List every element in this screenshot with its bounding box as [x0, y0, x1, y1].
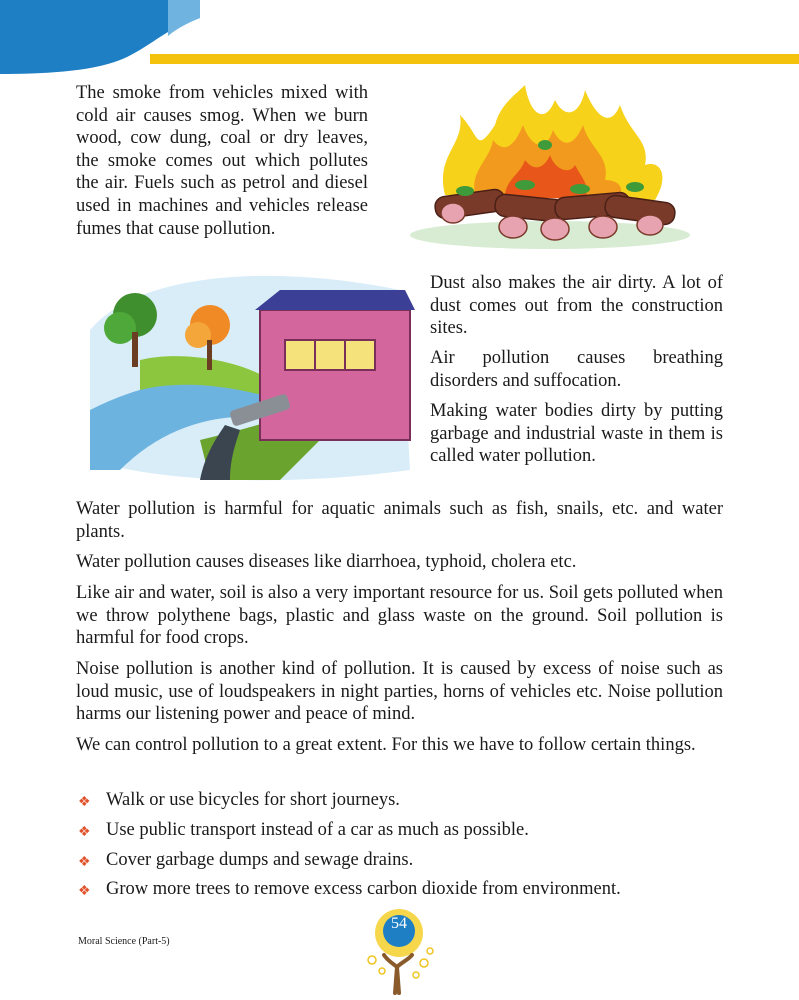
paragraph-aquatic: Water pollution is harmful for aquatic animals such as fish, snails, etc. and water plants.: [76, 499, 723, 542]
paragraph-water-definition: Making water bodies dirty by putting garbage and industrial waste in them is called water pollution.: [430, 401, 723, 467]
paragraph-diseases: Water pollution causes diseases like diarrhoea, typhoid, cholera etc.: [76, 552, 577, 572]
bullet-item: [78, 819, 529, 844]
diamond-bullet-icon: ❖: [78, 795, 91, 810]
paragraph-control: We can control pollution to a great extent. For this we have to follow certain things.: [76, 735, 696, 755]
bullet-text: Grow more trees to remove excess carbon dioxide from environment.: [106, 879, 621, 899]
bullet-item: [78, 849, 413, 874]
paragraph-soil: Like air and water, soil is also a very important resource for us. Soil gets polluted when we throw polythene bags, plastic and glass waste on the ground. Soil pollution is harmful for food crops.: [76, 583, 723, 649]
factory-water-pollution-illustration: [80, 270, 420, 485]
burning-logs-illustration: [405, 85, 695, 250]
bullet-item: [78, 789, 400, 814]
bullet-text: Use public transport instead of a car as much as possible.: [106, 820, 529, 840]
paragraph-dust: Dust also makes the air dirty. A lot of dust comes out from the construction sites.: [430, 273, 723, 339]
bullet-text: Walk or use bicycles for short journeys.: [106, 790, 400, 810]
book-title: Moral Science (Part-5): [78, 936, 170, 947]
diamond-bullet-icon: ❖: [78, 884, 91, 899]
paragraph-smoke: The smoke from vehicles mixed with cold air causes smog. When we burn wood, cow dung, coal or dry leaves, the smoke comes out which pollutes the air. Fuels such as petrol and diesel used in machines and vehicles release fumes that cause pollution.: [76, 83, 368, 239]
bullet-text: Cover garbage dumps and sewage drains.: [106, 850, 414, 870]
diamond-bullet-icon: ❖: [78, 825, 91, 840]
bullet-item: [78, 878, 621, 903]
diamond-bullet-icon: ❖: [78, 855, 91, 870]
page-header-decoration: [0, 0, 799, 80]
page-number: 54: [391, 915, 407, 932]
paragraph-breathing: Air pollution causes breathing disorders and suffocation.: [430, 348, 723, 391]
paragraph-noise: Noise pollution is another kind of pollution. It is caused by excess of noise such as loud music, use of loudspeakers in night parties, horns of vehicles etc. Noise pollution harms our listening power and peace of mind.: [76, 659, 723, 725]
